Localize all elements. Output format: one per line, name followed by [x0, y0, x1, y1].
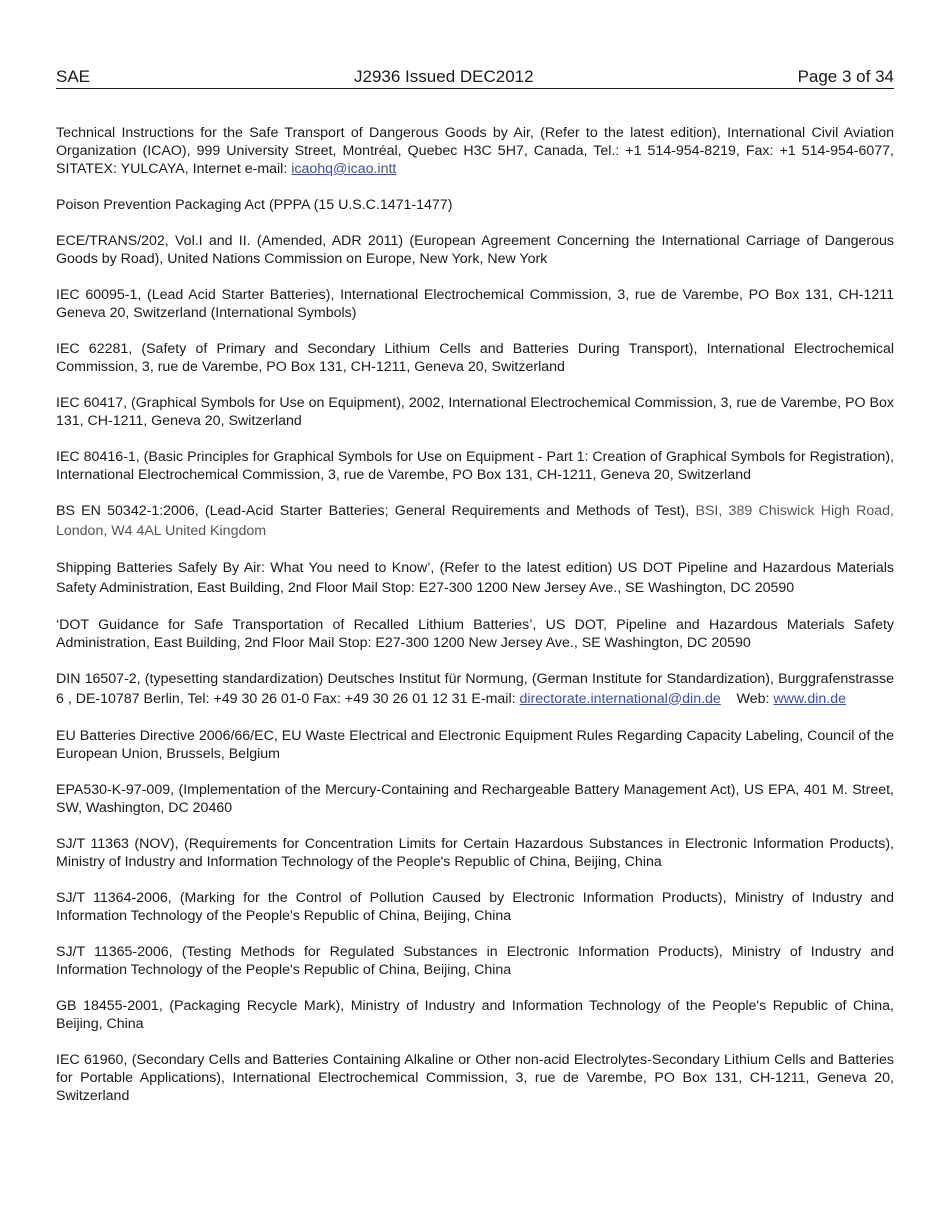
header-org: SAE — [56, 67, 91, 86]
reference-sjt-11365: SJ/T 11365-2006, (Testing Methods for Regulated Substances in Electronic Information Products), Ministry of Industry and Information Technology of the People's Republic of China, Beijing, China — [56, 944, 894, 978]
page-header — [56, 66, 894, 89]
reference-iec-80416: IEC 80416-1, (Basic Principles for Graphical Symbols for Use on Equipment - Part 1: Creation of Graphical Symbols for Registration), International Electrochemical Commission, 3, rue de Varembe, PO Box 131, CH-1211, Geneva 20, Switzerland — [56, 449, 894, 483]
bsi-address: BSI, 389 Chiswick High Road, London, W4 4AL United Kingdom — [56, 503, 894, 539]
reference-adr: ECE/TRANS/202, Vol.I and II. (Amended, ADR 2011) (European Agreement Concerning the International Carriage of Dangerous Goods by Road), United Nations Commission on Europe, New York, New York — [56, 233, 894, 267]
reference-eu-batteries: EU Batteries Directive 2006/66/EC, EU Waste Electrical and Electronic Equipment Rules Regarding Capacity Labeling, Council of the European Union, Brussels, Belgium — [56, 728, 894, 762]
document-page — [56, 66, 894, 1123]
reference-iec-62281: IEC 62281, (Safety of Primary and Secondary Lithium Cells and Batteries During Transport), International Electrochemical Commission, 3, rue de Varembe, PO Box 131, CH-1211, Geneva 20, Switzerland — [56, 341, 894, 375]
reference-sjt-11363: SJ/T 11363 (NOV), (Requirements for Concentration Limits for Certain Hazardous Substances in Electronic Information Products), Ministry of Industry and Information Technology of the People's Republic of China, Beijing, China — [56, 836, 894, 870]
header-page-number: Page 3 of 34 — [797, 67, 894, 86]
reference-dot-guidance: ‘DOT Guidance for Safe Transportation of Recalled Lithium Batteries’, US DOT, Pipeline and Hazardous Materials Safety Administration, East Building, 2nd Floor Mail Stop: E27-300 1200 New Jersey Ave., SE Washington, DC 20590 — [56, 617, 894, 651]
reference-din-16507: DIN 16507-2, (typesetting standardization) Deutsches Institut für Normung, (German Institute for Standardization), Burggrafenstrasse 6 , DE-10787 Berlin, Tel: +49 30 26 01-0 Fax: +49 30 26 01 12 31 E-mail: directorate.international@din.de Web: www.din.de — [56, 671, 894, 707]
header-doc-id: J2936 Issued DEC2012 — [354, 67, 534, 86]
reference-iec-60095: IEC 60095-1, (Lead Acid Starter Batteries), International Electrochemical Commission, 3, rue de Varembe, PO Box 131, CH-1211 Geneva 20, Switzerland (International Symbols) — [56, 287, 894, 321]
reference-epa530: EPA530-K-97-009, (Implementation of the Mercury-Containing and Rechargeable Battery Management Act), US EPA, 401 M. Street, SW, Washington, DC 20460 — [56, 782, 894, 816]
reference-icao: Technical Instructions for the Safe Transport of Dangerous Goods by Air, (Refer to the latest edition), International Civil Aviation Organization (ICAO), 999 University Street, Montréal, Quebec H3C 5H7, Canada, Tel.: +1 514-954-8219, Fax: +1 514-954-6077, SITATEX: YULCAYA, Internet e-mail: icaohq@icao.intt — [56, 125, 894, 177]
reference-list — [56, 124, 894, 1105]
din-web-link[interactable]: www.din.de — [773, 690, 846, 707]
reference-iec-61960: IEC 61960, (Secondary Cells and Batteries Containing Alkaline or Other non-acid Electrolytes-Secondary Lithium Cells and Batteries for Portable Applications), International Electrochemical Commission, 3, rue de Varembe, PO Box 131, CH-1211, Geneva 20, Switzerland — [56, 1052, 894, 1104]
reference-gb-18455: GB 18455-2001, (Packaging Recycle Mark), Ministry of Industry and Information Technology of the People's Republic of China, Beijing, China — [56, 998, 894, 1032]
reference-bs-en-50342: BS EN 50342-1:2006, (Lead-Acid Starter Batteries; General Requirements and Methods of Test), BSI, 389 Chiswick High Road, London, W4 4AL United Kingdom — [56, 503, 894, 539]
din-email-link[interactable]: directorate.international@din.de — [519, 690, 721, 707]
reference-sjt-11364: SJ/T 11364-2006, (Marking for the Control of Pollution Caused by Electronic Information Products), Ministry of Industry and Information Technology of the People's Republic of China, Beijing, China — [56, 890, 894, 924]
icao-email-link[interactable]: icaohq@icao.intt — [291, 161, 397, 177]
reference-shipping-batteries: Shipping Batteries Safely By Air: What You need to Know’, (Refer to the latest edition) US DOT Pipeline and Hazardous Materials Safety Administration, East Building, 2nd Floor Mail Stop: E27-300 1200 New Jersey Ave., SE Washington, DC 20590 — [56, 560, 894, 596]
reference-iec-60417: IEC 60417, (Graphical Symbols for Use on Equipment), 2002, International Electrochemical Commission, 3, rue de Varembe, PO Box 131, CH-1211, Geneva 20, Switzerland — [56, 395, 894, 429]
reference-pppa: Poison Prevention Packaging Act (PPPA (15 U.S.C.1471-1477) — [56, 197, 453, 213]
